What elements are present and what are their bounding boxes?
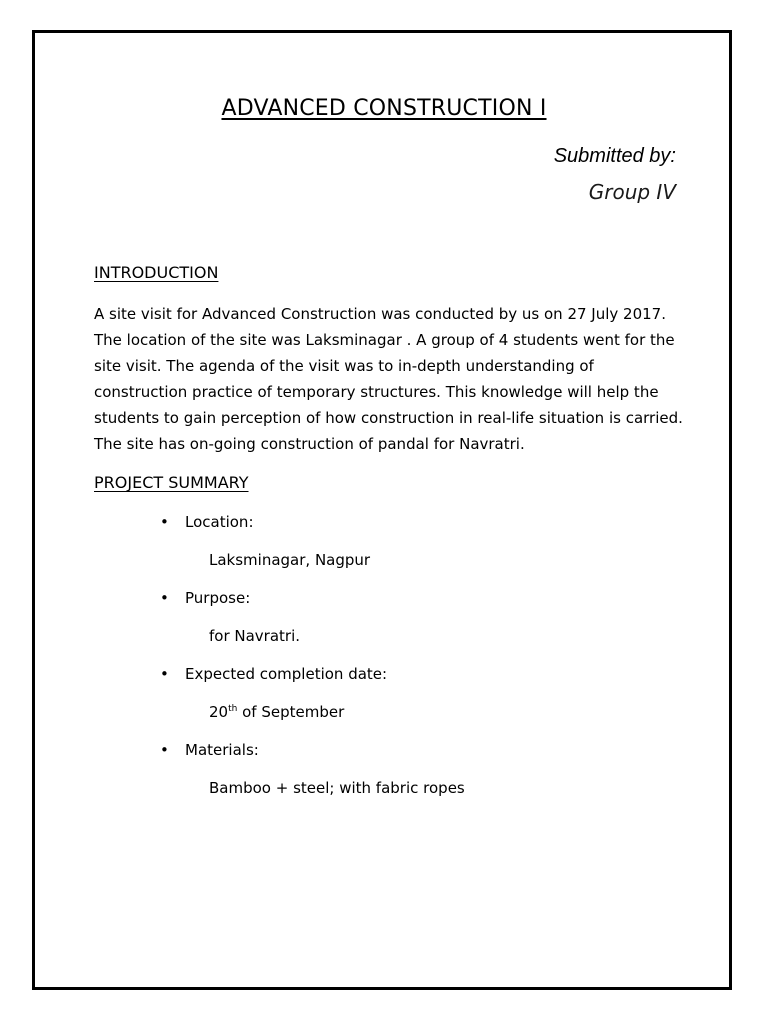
submitted-by-label: Submitted by: xyxy=(553,145,676,167)
summary-item-materials xyxy=(94,738,684,814)
introduction-heading: INTRODUCTION xyxy=(94,263,219,282)
summary-item-purpose xyxy=(94,586,684,662)
completion-month-text: of September xyxy=(237,703,345,721)
summary-item-location xyxy=(94,510,684,586)
purpose-value: for Navratri. xyxy=(209,627,301,645)
completion-day-number: 20 xyxy=(209,703,229,721)
bullet-icon: • xyxy=(160,741,169,759)
completion-date-label: Expected completion date: xyxy=(185,665,388,683)
introduction-paragraph: A site visit for Advanced Construction was conducted by us on 27 July 2017. The location of the site was Laksminagar . A group of 4 students went for the site visit. The agenda of the visit was to in-depth understanding of construction practice of temporary structures. This knowledge will help the students to gain perception of how construction in real-life situation is carried. The site has on-going construction of pandal for Navratri. xyxy=(94,305,683,453)
document-title: ADVANCED CONSTRUCTION I xyxy=(221,96,547,121)
location-label: Location: xyxy=(185,513,254,531)
group-name: Group IV xyxy=(588,180,676,204)
materials-label: Materials: xyxy=(185,741,259,759)
bullet-icon: • xyxy=(160,513,169,531)
completion-day-suffix: th xyxy=(228,704,238,714)
purpose-label: Purpose: xyxy=(185,589,251,607)
materials-value: Bamboo + steel; with fabric ropes xyxy=(209,779,465,797)
project-summary-heading: PROJECT SUMMARY xyxy=(94,473,249,492)
location-value: Laksminagar, Nagpur xyxy=(209,551,371,569)
summary-item-completion-date xyxy=(94,662,684,738)
project-summary-list xyxy=(94,510,684,814)
bullet-icon: • xyxy=(160,589,169,607)
completion-date-value xyxy=(209,700,344,724)
bullet-icon: • xyxy=(160,665,169,683)
